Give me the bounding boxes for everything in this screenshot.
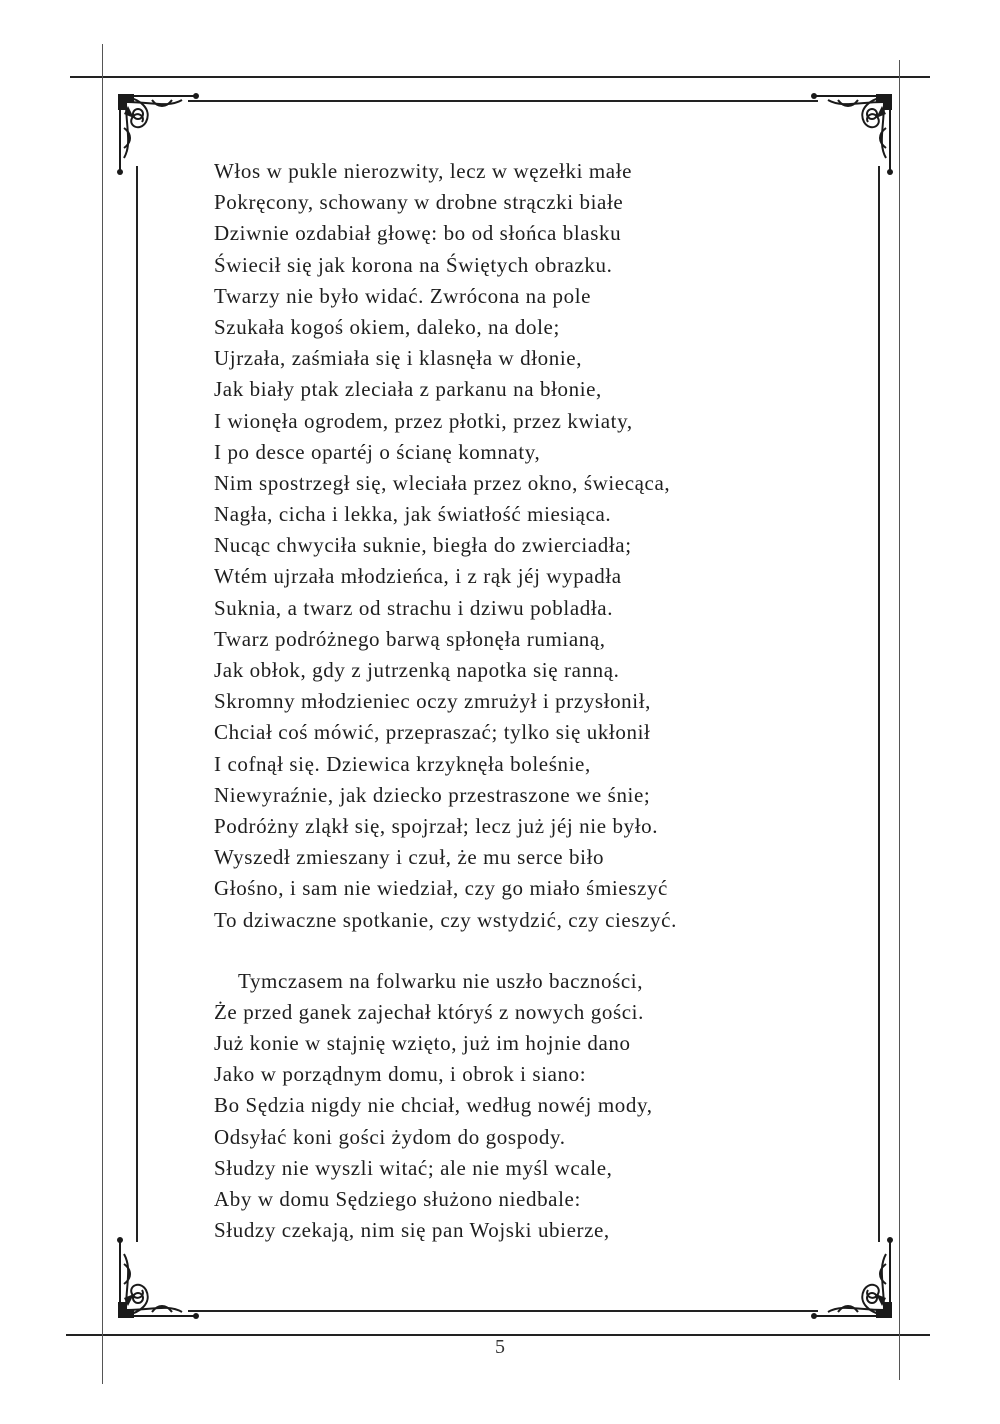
verse-line: Ujrzała, zaśmiała się i klasnęła w dłonie,	[214, 346, 583, 371]
verse-line: Wyszedł zmieszany i czuł, że mu serce biło	[214, 845, 605, 870]
verse-line: Nucąc chwyciła suknie, biegła do zwierciadła;	[214, 533, 632, 558]
verse-line: Słudzy czekają, nim się pan Wojski ubierze,	[214, 1218, 610, 1243]
verse-line: Włos w pukle nierozwity, lecz w węzełki małe	[214, 159, 633, 183]
verse-line: Nim spostrzegł się, wleciała przez okno, świecąca,	[214, 470, 671, 495]
frame-right-line	[878, 166, 880, 1242]
verse-line: Jako w porządnym domu, i obrok i siano:	[214, 1062, 587, 1087]
stanza-2	[214, 966, 794, 1247]
corner-ornament-top-left	[112, 88, 204, 180]
top-rule	[70, 76, 930, 78]
right-margin-rule	[899, 60, 900, 1380]
verse-line: Szukała kogoś okiem, daleko, na dole;	[214, 314, 560, 339]
verse-line: I cofnął się. Dziewica krzyknęła boleśnie,	[214, 751, 591, 776]
verse-line: Twarz podróżnego barwą spłonęła rumianą,	[214, 626, 606, 651]
frame-bottom-line	[188, 1310, 818, 1312]
frame-left-line	[136, 166, 138, 1242]
verse-line: Jak obłok, gdy z jutrzenką napotka się ranną.	[214, 658, 620, 682]
frame-top-line	[188, 100, 818, 102]
verse-line: Świecił się jak korona na Świętych obrazku.	[214, 252, 613, 277]
verse-line: Twarzy nie było widać. Zwrócona na pole	[214, 283, 592, 308]
corner-ornament-bottom-left	[112, 1232, 204, 1324]
corner-ornament-bottom-right	[806, 1232, 898, 1324]
verse-line: Skromny młodzieniec oczy zmrużył i przysłonił,	[214, 689, 651, 714]
verse-line: To dziwaczne spotkanie, czy wstydzić, czy cieszyć.	[214, 907, 677, 932]
verse-line: Głośno, i sam nie wiedział, czy go miało śmieszyć	[214, 876, 668, 901]
verse-line: Już konie w stajnię wzięto, już im hojnie dano	[214, 1031, 631, 1056]
verse-line: Że przed ganek zajechał któryś z nowych gości.	[214, 999, 644, 1024]
verse-line: Dziwnie ozdabiał głowę: bo od słońca blasku	[214, 221, 622, 246]
page-number: 5	[495, 1336, 505, 1358]
verse-line: I po desce opartéj o ścianę komnaty,	[214, 439, 541, 464]
verse-line: Tymczasem na folwarku nie uszło baczności,	[238, 968, 644, 993]
verse-line: Bo Sędzia nigdy nie chciał, według nowéj mody,	[214, 1093, 653, 1118]
verse-line: Słudzy nie wyszli witać; ale nie myśl wcale,	[214, 1155, 613, 1180]
left-margin-rule	[102, 44, 103, 1384]
verse-line: Chciał coś mówić, przepraszać; tylko się ukłonił	[214, 720, 651, 745]
verse-line: Jak biały ptak zleciała z parkanu na błonie,	[214, 377, 602, 402]
stanza-1	[214, 156, 794, 936]
verse-line: Niewyraźnie, jak dziecko przestraszone we śnie;	[214, 782, 651, 807]
verse-line: Wtém ujrzała młodzieńca, i z rąk jéj wypadła	[214, 564, 622, 589]
verse-line: Aby w domu Sędziego służono niedbale:	[214, 1187, 581, 1211]
corner-ornament-top-right	[806, 88, 898, 180]
verse-line: Pokręcony, schowany w drobne strączki białe	[214, 190, 624, 215]
verse-line: Suknia, a twarz od strachu i dziwu pobladła.	[214, 595, 614, 620]
poem-text	[214, 156, 794, 1246]
verse-line: Nagła, cicha i lekka, jak światłość miesiąca.	[214, 502, 612, 527]
verse-line: I wionęła ogrodem, przez płotki, przez kwiaty,	[214, 408, 633, 433]
stanza-gap	[214, 936, 794, 966]
verse-line: Podróżny zląkł się, spojrzał; lecz już jéj nie było.	[214, 813, 659, 838]
verse-line: Odsyłać koni gości żydom do gospody.	[214, 1124, 566, 1149]
